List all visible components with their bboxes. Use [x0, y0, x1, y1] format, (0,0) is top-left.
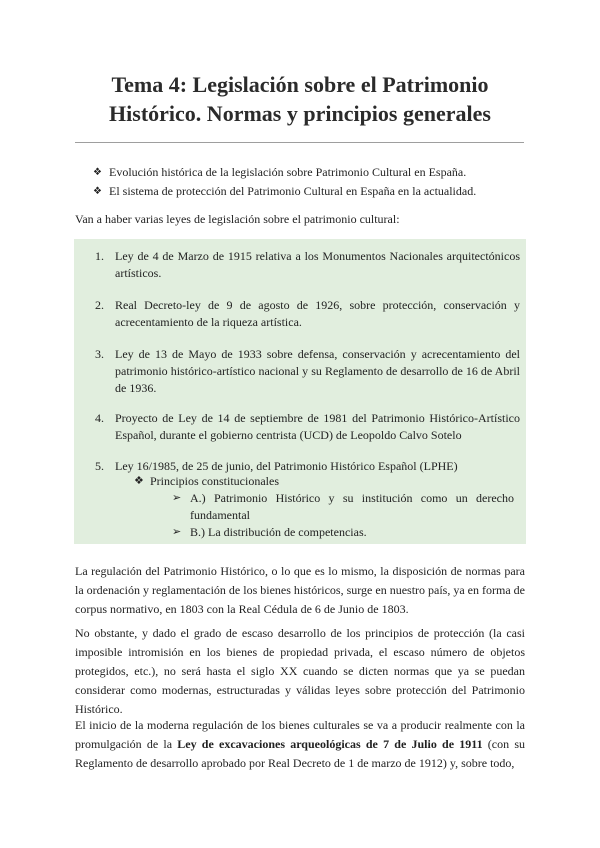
principle-text: A.) Patrimonio Histórico y su institución como un derecho fundamental [190, 491, 514, 522]
law-number: 1. [95, 249, 104, 263]
law-number: 5. [95, 459, 104, 473]
diamond-bullet-icon: ❖ [134, 475, 144, 487]
law-number: 2. [95, 298, 104, 312]
body-paragraph-1: La regulación del Patrimonio Histórico, o lo que es lo mismo, la disposición de normas para la ordenación y reglamentación de los bienes históricos, surge en nuestro país, ya en forma de corpus normativo, en 1803 con la Real Cédula de 6 de Junio de 1803. [75, 564, 525, 616]
principles-heading-text: Principios constitucionales [150, 474, 279, 488]
law-item [95, 297, 520, 331]
diamond-bullet-icon: ❖ [93, 186, 102, 197]
paragraph-text: (con su Reglamento de desarrollo aprobado por Real Decreto de 1 de marzo de 1912) y, sobre todo, [75, 737, 525, 770]
body-paragraph-2: No obstante, y dado el grado de escaso desarrollo de los principios de protección (la casi imposible intromisión en los bienes de propiedad privada, el escaso número de objetos protegidos, etc.), no será hasta el siglo XX cuando se dicten normas que ya se puedan considerar como modernas, estructuradas y válidas leyes sobre protección del Patrimonio Histórico. [75, 626, 525, 716]
title-divider [75, 142, 524, 143]
principle-item [172, 524, 514, 541]
law-text: Real Decreto-ley de 9 de agosto de 1926, sobre protección, conservación y acrecentamiento de la riqueza artística. [115, 298, 520, 329]
law-text: Proyecto de Ley de 14 de septiembre de 1981 del Patrimonio Histórico-Artístico Español, durante el gobierno centrista (UCD) de Leopoldo Calvo Sotelo [115, 411, 520, 442]
arrow-bullet-icon: ➢ [172, 492, 182, 504]
law-text: Ley de 4 de Marzo de 1915 relativa a los Monumentos Nacionales arquitectónicos artísticos. [115, 249, 520, 280]
principles-heading [134, 473, 514, 490]
principle-item [172, 490, 514, 524]
arrow-bullet-icon: ➢ [172, 526, 182, 538]
law-text: Ley de 13 de Mayo de 1933 sobre defensa, conservación y acrecentamiento del patrimonio histórico-artístico nacional y su Reglamento de desarrollo de 16 de Abril de 1936. [115, 347, 520, 395]
diamond-bullet-icon: ❖ [93, 167, 102, 178]
title-line-2: Histórico. Normas y principios generales [109, 101, 491, 126]
paragraph-text: El inicio de la moderna regulación de los bienes culturales se va a producir realmente con la promulgación de la [75, 718, 525, 751]
law-1911-bold-text: Ley de excavaciones arqueológicas de 7 de Julio de 1911 [177, 737, 483, 751]
list-item [93, 163, 533, 182]
law-text: Ley 16/1985, de 25 de junio, del Patrimonio Histórico Español (LPHE) [115, 459, 458, 473]
law-number: 4. [95, 411, 104, 425]
principle-text: B.) La distribución de competencias. [190, 525, 367, 539]
body-paragraph-3 [75, 716, 525, 773]
list-item [93, 182, 533, 201]
law-number: 3. [95, 347, 104, 361]
page-title [0, 70, 600, 128]
topic-bullet-list [93, 163, 533, 201]
bullet-text: El sistema de protección del Patrimonio Cultural en España en la actualidad. [109, 184, 477, 198]
law-item [95, 248, 520, 282]
bullet-text: Evolución histórica de la legislación sobre Patrimonio Cultural en España. [109, 165, 467, 179]
title-line-1: Tema 4: Legislación sobre el Patrimonio [111, 72, 489, 97]
intro-paragraph: Van a haber varias leyes de legislación sobre el patrimonio cultural: [75, 212, 400, 226]
law-item [95, 346, 520, 397]
law-item [95, 410, 520, 444]
